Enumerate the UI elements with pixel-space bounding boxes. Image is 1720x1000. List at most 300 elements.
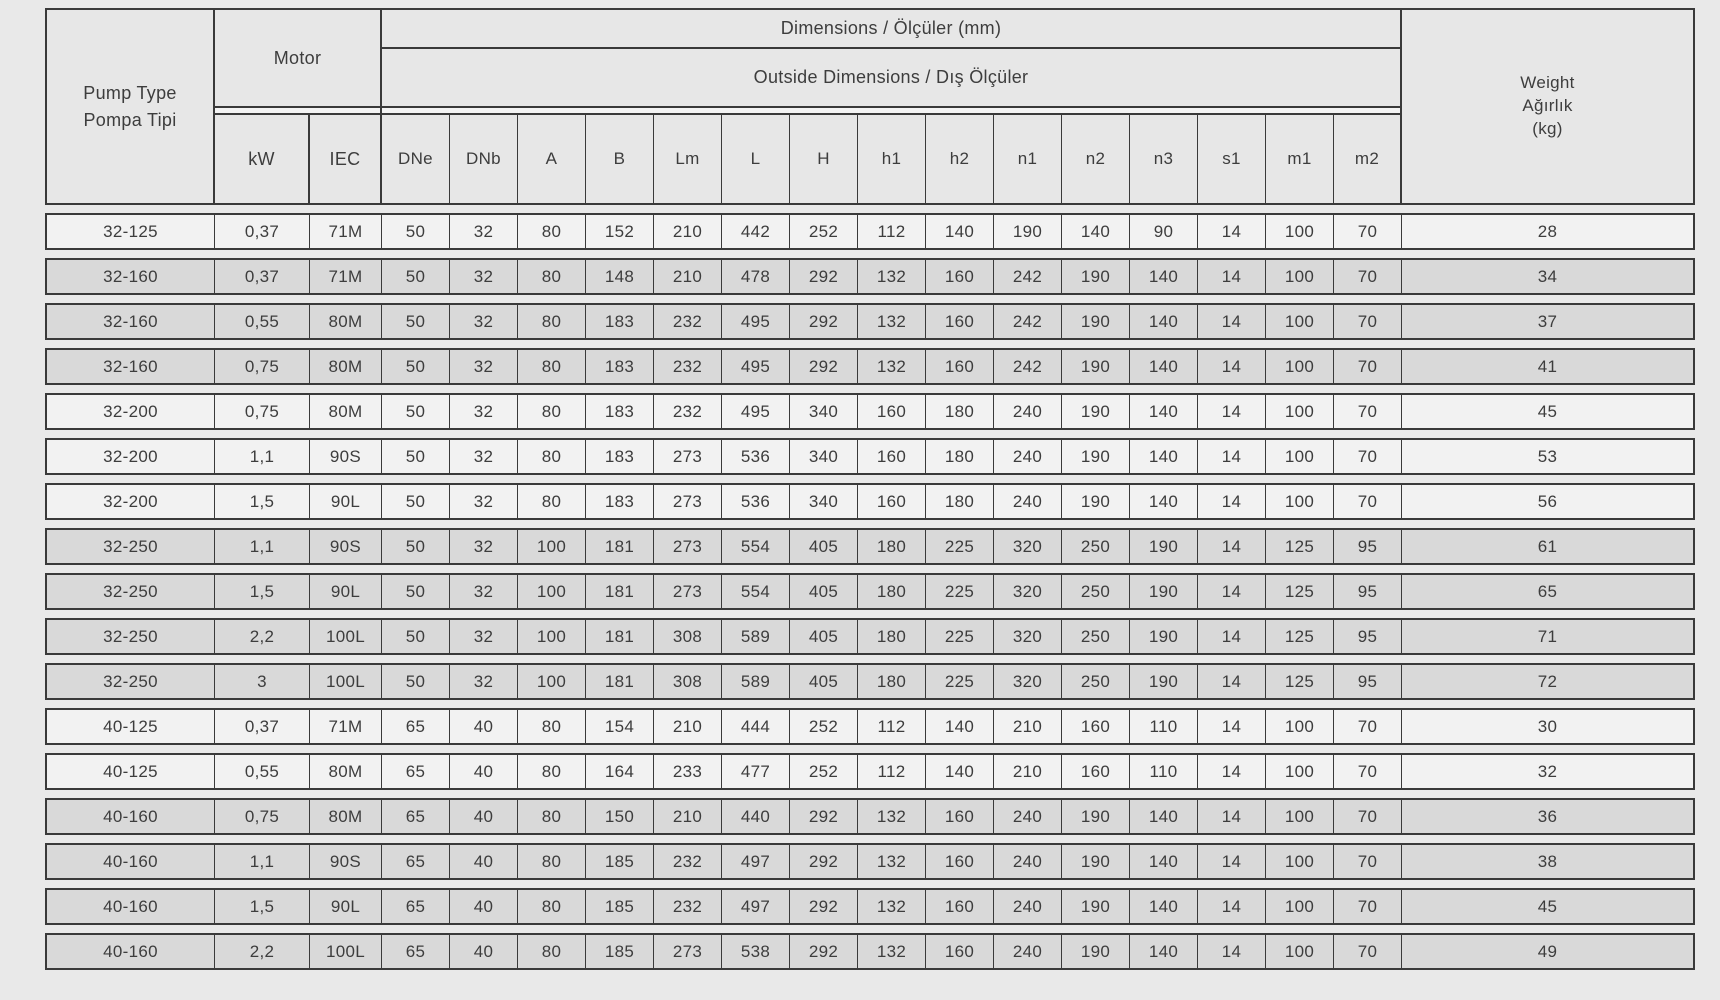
cell-n1: 242	[994, 350, 1062, 383]
cell-DNe: 65	[382, 845, 450, 878]
cell-Lm: 273	[654, 935, 722, 968]
cell-H: 405	[790, 530, 858, 563]
cell-L: 497	[722, 890, 790, 923]
cell-kw: 1,1	[215, 530, 310, 563]
cell-B: 164	[586, 755, 654, 788]
cell-s1: 14	[1198, 260, 1266, 293]
column-header-DNb: DNb	[450, 115, 518, 203]
cell-h1: 132	[858, 800, 926, 833]
cell-A: 80	[518, 935, 586, 968]
cell-m2: 95	[1334, 665, 1402, 698]
cell-A: 80	[518, 710, 586, 743]
cell-DNb: 32	[450, 350, 518, 383]
cell-m1: 125	[1266, 620, 1334, 653]
cell-h2: 225	[926, 530, 994, 563]
cell-B: 181	[586, 530, 654, 563]
cell-pump-type: 32-250	[47, 620, 215, 653]
cell-DNb: 32	[450, 530, 518, 563]
cell-h2: 140	[926, 755, 994, 788]
cell-DNb: 32	[450, 215, 518, 248]
cell-B: 152	[586, 215, 654, 248]
cell-n2: 250	[1062, 620, 1130, 653]
table-row	[45, 573, 1695, 610]
cell-n3: 140	[1130, 305, 1198, 338]
cell-m1: 125	[1266, 530, 1334, 563]
cell-weight: 36	[1537, 806, 1558, 826]
cell-kw: 1,1	[215, 845, 310, 878]
cell-weight: 45	[1537, 401, 1558, 421]
cell-iec: 100L	[310, 935, 382, 968]
cell-iec: 80M	[310, 305, 382, 338]
cell-H: 252	[790, 215, 858, 248]
table-row	[45, 798, 1695, 835]
cell-B: 183	[586, 485, 654, 518]
cell-iec: 80M	[310, 755, 382, 788]
cell-n2: 190	[1062, 260, 1130, 293]
motor-header-group	[215, 10, 382, 203]
cell-m1: 100	[1266, 440, 1334, 473]
cell-kw: 1,5	[215, 485, 310, 518]
table-row	[45, 888, 1695, 925]
cell-Lm: 210	[654, 800, 722, 833]
cell-DNe: 65	[382, 800, 450, 833]
cell-m1: 100	[1266, 800, 1334, 833]
cell-H: 292	[790, 935, 858, 968]
cell-n2: 190	[1062, 935, 1130, 968]
cell-Lm: 273	[654, 485, 722, 518]
cell-A: 80	[518, 845, 586, 878]
cell-n3: 140	[1130, 260, 1198, 293]
cell-m1: 100	[1266, 755, 1334, 788]
column-header-n1: n1	[994, 115, 1062, 203]
cell-Lm: 308	[654, 665, 722, 698]
cell-n1: 210	[994, 710, 1062, 743]
cell-iec: 90S	[310, 440, 382, 473]
cell-n3: 140	[1130, 800, 1198, 833]
column-header-h1: h1	[858, 115, 926, 203]
cell-m1: 100	[1266, 935, 1334, 968]
cell-h1: 160	[858, 485, 926, 518]
cell-DNb: 32	[450, 665, 518, 698]
table-header	[45, 8, 1695, 205]
cell-DNb: 32	[450, 260, 518, 293]
cell-n1: 320	[994, 665, 1062, 698]
cell-weight: 53	[1537, 446, 1558, 466]
cell-s1: 14	[1198, 440, 1266, 473]
cell-iec: 100L	[310, 620, 382, 653]
column-header-s1: s1	[1198, 115, 1266, 203]
column-header-m2: m2	[1354, 149, 1380, 168]
cell-h2: 160	[926, 350, 994, 383]
cell-kw: 0,37	[215, 710, 310, 743]
cell-pump-type: 40-160	[47, 890, 215, 923]
cell-B: 150	[586, 800, 654, 833]
cell-n2: 190	[1062, 800, 1130, 833]
cell-L: 477	[722, 755, 790, 788]
cell-pump-type: 40-160	[47, 935, 215, 968]
cell-L: 497	[722, 845, 790, 878]
cell-kw: 1,5	[215, 575, 310, 608]
cell-DNe: 50	[382, 305, 450, 338]
cell-n3: 140	[1130, 350, 1198, 383]
cell-A: 80	[518, 755, 586, 788]
cell-L: 495	[722, 395, 790, 428]
cell-A: 100	[518, 620, 586, 653]
cell-n3: 90	[1130, 215, 1198, 248]
cell-h1: 180	[858, 620, 926, 653]
cell-m1: 125	[1266, 575, 1334, 608]
cell-Lm: 273	[654, 530, 722, 563]
cell-H: 292	[790, 260, 858, 293]
cell-n3: 140	[1130, 935, 1198, 968]
cell-H: 292	[790, 845, 858, 878]
column-header-motor: Motor	[215, 10, 380, 108]
cell-kw: 0,55	[215, 755, 310, 788]
cell-DNe: 65	[382, 890, 450, 923]
column-header-L: L	[722, 115, 790, 203]
cell-weight: 71	[1537, 626, 1558, 646]
cell-Lm: 232	[654, 890, 722, 923]
cell-Lm: 210	[654, 215, 722, 248]
cell-h1: 132	[858, 260, 926, 293]
cell-h1: 112	[858, 710, 926, 743]
cell-H: 340	[790, 395, 858, 428]
cell-H: 340	[790, 440, 858, 473]
cell-pump-type: 32-250	[47, 665, 215, 698]
cell-pump-type: 32-160	[47, 350, 215, 383]
cell-DNb: 32	[450, 440, 518, 473]
cell-h1: 160	[858, 395, 926, 428]
cell-iec: 71M	[310, 260, 382, 293]
cell-s1: 14	[1198, 530, 1266, 563]
table-row	[45, 843, 1695, 880]
cell-weight: 65	[1537, 581, 1558, 601]
dimensions-title: Dimensions / Ölçüler (mm)	[382, 10, 1400, 49]
cell-s1: 14	[1198, 575, 1266, 608]
cell-n2: 190	[1062, 485, 1130, 518]
cell-n3: 140	[1130, 440, 1198, 473]
cell-kw: 0,55	[215, 305, 310, 338]
cell-s1: 14	[1198, 485, 1266, 518]
cell-m1: 100	[1266, 350, 1334, 383]
cell-n3: 190	[1130, 530, 1198, 563]
cell-h1: 180	[858, 665, 926, 698]
column-header-A: A	[518, 115, 586, 203]
cell-m2: 70	[1334, 350, 1402, 383]
table-body	[45, 213, 1695, 970]
cell-s1: 14	[1198, 215, 1266, 248]
cell-n2: 250	[1062, 575, 1130, 608]
table-row	[45, 258, 1695, 295]
cell-n2: 190	[1062, 890, 1130, 923]
cell-weight: 72	[1537, 671, 1558, 691]
cell-DNe: 65	[382, 755, 450, 788]
cell-iec: 80M	[310, 350, 382, 383]
weight-label-en: Weight	[1520, 73, 1575, 93]
cell-h1: 180	[858, 530, 926, 563]
cell-n2: 190	[1062, 305, 1130, 338]
cell-L: 444	[722, 710, 790, 743]
cell-n3: 110	[1130, 710, 1198, 743]
cell-DNe: 50	[382, 575, 450, 608]
cell-h2: 160	[926, 305, 994, 338]
cell-pump-type: 32-200	[47, 395, 215, 428]
cell-h2: 225	[926, 665, 994, 698]
cell-s1: 14	[1198, 755, 1266, 788]
cell-n1: 242	[994, 305, 1062, 338]
table-row	[45, 393, 1695, 430]
cell-n1: 240	[994, 800, 1062, 833]
cell-pump-type: 32-200	[47, 440, 215, 473]
cell-n2: 190	[1062, 350, 1130, 383]
cell-m2: 70	[1334, 710, 1402, 743]
cell-h2: 160	[926, 260, 994, 293]
cell-m2: 70	[1334, 305, 1402, 338]
cell-L: 589	[722, 620, 790, 653]
cell-DNe: 50	[382, 440, 450, 473]
cell-Lm: 273	[654, 575, 722, 608]
cell-A: 80	[518, 350, 586, 383]
cell-kw: 0,37	[215, 260, 310, 293]
cell-m2: 70	[1334, 890, 1402, 923]
cell-m1: 100	[1266, 260, 1334, 293]
cell-kw: 2,2	[215, 620, 310, 653]
cell-L: 536	[722, 440, 790, 473]
cell-weight: 38	[1537, 851, 1558, 871]
cell-m2: 70	[1334, 395, 1402, 428]
weight-label-tr: Ağırlık	[1522, 96, 1573, 116]
cell-h2: 140	[926, 710, 994, 743]
cell-DNb: 32	[450, 620, 518, 653]
column-header-DNe: DNe	[382, 115, 450, 203]
cell-m2: 70	[1334, 260, 1402, 293]
cell-A: 100	[518, 665, 586, 698]
cell-DNb: 40	[450, 755, 518, 788]
cell-h1: 132	[858, 305, 926, 338]
cell-pump-type: 40-125	[47, 710, 215, 743]
cell-weight: 34	[1537, 266, 1558, 286]
cell-H: 405	[790, 620, 858, 653]
cell-A: 80	[518, 215, 586, 248]
cell-weight: 56	[1537, 491, 1558, 511]
cell-H: 340	[790, 485, 858, 518]
cell-iec: 100L	[310, 665, 382, 698]
cell-Lm: 232	[654, 305, 722, 338]
cell-n1: 242	[994, 260, 1062, 293]
pump-dimensions-table	[45, 8, 1695, 970]
weight-unit: (kg)	[1532, 118, 1563, 138]
motor-subcolumns	[215, 113, 380, 203]
cell-A: 80	[518, 800, 586, 833]
cell-pump-type: 32-250	[47, 530, 215, 563]
cell-n3: 190	[1130, 665, 1198, 698]
cell-Lm: 210	[654, 260, 722, 293]
cell-n2: 250	[1062, 530, 1130, 563]
cell-s1: 14	[1198, 710, 1266, 743]
dimensions-header-group	[382, 10, 1402, 203]
column-header-iec: IEC	[329, 148, 361, 169]
table-row	[45, 438, 1695, 475]
cell-n1: 240	[994, 485, 1062, 518]
cell-iec: 90S	[310, 530, 382, 563]
table-row	[45, 618, 1695, 655]
cell-B: 183	[586, 305, 654, 338]
cell-B: 183	[586, 350, 654, 383]
cell-pump-type: 40-125	[47, 755, 215, 788]
cell-h2: 160	[926, 890, 994, 923]
cell-h2: 160	[926, 935, 994, 968]
cell-L: 442	[722, 215, 790, 248]
cell-Lm: 232	[654, 395, 722, 428]
cell-A: 80	[518, 890, 586, 923]
cell-h2: 160	[926, 845, 994, 878]
cell-B: 183	[586, 440, 654, 473]
cell-iec: 80M	[310, 800, 382, 833]
cell-m2: 70	[1334, 755, 1402, 788]
cell-kw: 1,1	[215, 440, 310, 473]
table-row	[45, 528, 1695, 565]
cell-H: 252	[790, 710, 858, 743]
cell-DNb: 40	[450, 935, 518, 968]
cell-s1: 14	[1198, 890, 1266, 923]
cell-DNb: 32	[450, 575, 518, 608]
cell-h1: 180	[858, 575, 926, 608]
column-header-weight	[1402, 10, 1693, 203]
cell-B: 185	[586, 890, 654, 923]
cell-h2: 225	[926, 575, 994, 608]
cell-weight: 49	[1537, 941, 1558, 961]
cell-h1: 132	[858, 890, 926, 923]
cell-weight: 61	[1537, 536, 1558, 556]
column-header-B: B	[586, 115, 654, 203]
cell-iec: 90S	[310, 845, 382, 878]
cell-m2: 70	[1334, 485, 1402, 518]
table-row	[45, 753, 1695, 790]
column-header-Lm: Lm	[654, 115, 722, 203]
cell-n1: 320	[994, 620, 1062, 653]
cell-m1: 100	[1266, 485, 1334, 518]
column-header-H: H	[790, 115, 858, 203]
cell-DNe: 50	[382, 350, 450, 383]
cell-DNe: 50	[382, 620, 450, 653]
cell-DNb: 32	[450, 485, 518, 518]
cell-h1: 132	[858, 935, 926, 968]
cell-kw: 2,2	[215, 935, 310, 968]
cell-n1: 240	[994, 440, 1062, 473]
cell-h2: 180	[926, 440, 994, 473]
cell-kw: 0,37	[215, 215, 310, 248]
cell-iec: 90L	[310, 890, 382, 923]
cell-kw: 0,75	[215, 800, 310, 833]
cell-L: 554	[722, 530, 790, 563]
cell-pump-type: 32-160	[47, 260, 215, 293]
cell-H: 292	[790, 800, 858, 833]
cell-n1: 240	[994, 935, 1062, 968]
column-header-m1: m1	[1266, 115, 1334, 203]
table-row	[45, 213, 1695, 250]
cell-pump-type: 32-250	[47, 575, 215, 608]
cell-m1: 100	[1266, 305, 1334, 338]
cell-s1: 14	[1198, 800, 1266, 833]
cell-m1: 100	[1266, 395, 1334, 428]
cell-h1: 112	[858, 215, 926, 248]
cell-pump-type: 32-160	[47, 305, 215, 338]
cell-L: 440	[722, 800, 790, 833]
cell-n1: 240	[994, 845, 1062, 878]
cell-L: 478	[722, 260, 790, 293]
cell-A: 100	[518, 530, 586, 563]
cell-h2: 180	[926, 485, 994, 518]
cell-n3: 140	[1130, 485, 1198, 518]
cell-B: 181	[586, 575, 654, 608]
cell-h1: 132	[858, 845, 926, 878]
cell-L: 554	[722, 575, 790, 608]
cell-h1: 132	[858, 350, 926, 383]
cell-h1: 160	[858, 440, 926, 473]
cell-kw: 1,5	[215, 890, 310, 923]
cell-weight: 45	[1537, 896, 1558, 916]
cell-n1: 240	[994, 890, 1062, 923]
cell-Lm: 232	[654, 350, 722, 383]
cell-H: 252	[790, 755, 858, 788]
cell-n2: 140	[1062, 215, 1130, 248]
cell-h1: 112	[858, 755, 926, 788]
cell-DNe: 50	[382, 665, 450, 698]
table-row	[45, 348, 1695, 385]
column-header-n3: n3	[1130, 115, 1198, 203]
cell-A: 80	[518, 440, 586, 473]
cell-iec: 90L	[310, 575, 382, 608]
outside-dimensions-title: Outside Dimensions / Dış Ölçüler	[382, 49, 1400, 108]
cell-weight: 28	[1537, 221, 1558, 241]
cell-n2: 250	[1062, 665, 1130, 698]
cell-DNb: 32	[450, 305, 518, 338]
cell-Lm: 273	[654, 440, 722, 473]
cell-DNe: 50	[382, 530, 450, 563]
cell-DNe: 50	[382, 395, 450, 428]
cell-m2: 70	[1334, 845, 1402, 878]
column-header-pump-type	[47, 10, 215, 203]
cell-DNe: 50	[382, 485, 450, 518]
cell-m2: 95	[1334, 620, 1402, 653]
cell-n1: 190	[994, 215, 1062, 248]
cell-m2: 70	[1334, 215, 1402, 248]
cell-n2: 160	[1062, 710, 1130, 743]
cell-Lm: 210	[654, 710, 722, 743]
cell-L: 536	[722, 485, 790, 518]
cell-iec: 90L	[310, 485, 382, 518]
cell-m2: 70	[1334, 440, 1402, 473]
cell-pump-type: 32-200	[47, 485, 215, 518]
table-row	[45, 708, 1695, 745]
cell-A: 80	[518, 305, 586, 338]
cell-DNe: 65	[382, 710, 450, 743]
cell-m1: 100	[1266, 845, 1334, 878]
cell-DNb: 40	[450, 890, 518, 923]
cell-pump-type: 32-125	[47, 215, 215, 248]
cell-s1: 14	[1198, 350, 1266, 383]
cell-s1: 14	[1198, 305, 1266, 338]
cell-n1: 210	[994, 755, 1062, 788]
cell-weight: 41	[1537, 356, 1558, 376]
cell-h2: 160	[926, 800, 994, 833]
cell-iec: 80M	[310, 395, 382, 428]
cell-A: 80	[518, 395, 586, 428]
cell-n3: 140	[1130, 890, 1198, 923]
cell-H: 405	[790, 575, 858, 608]
cell-n3: 140	[1130, 845, 1198, 878]
cell-DNb: 40	[450, 710, 518, 743]
